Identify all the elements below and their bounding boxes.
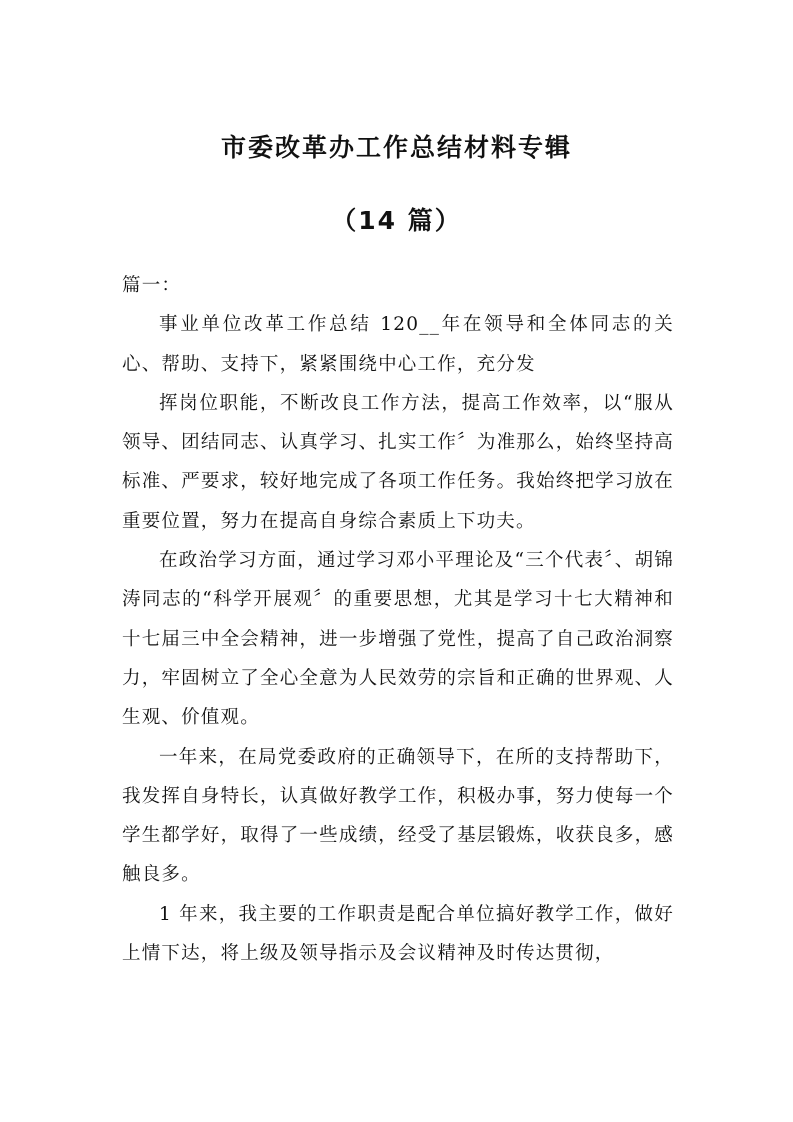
- paragraph-2: 挥岗位职能，不断改良工作方法，提高工作效率，以“服从领导、团结同志、认真学习、扎实工作〞为准那么，始终坚持高标准、严要求，较好地完成了各项工作任务。我始终把学习放在重要位置，努力在提高自身综合素质上下功夫。: [122, 392, 674, 532]
- section-label: 篇一：: [122, 275, 182, 296]
- paragraph-4: 一年来，在局党委政府的正确领导下，在所的支持帮助下，我发挥自身特长，认真做好教学工作，积极办事，努力使每一个学生都学好，取得了一些成绩，经受了基层锻炼，收获良多，感触良多。: [122, 746, 674, 886]
- paragraph-3: 在政治学习方面，通过学习邓小平理论及“三个代表〞、胡锦涛同志的“科学开展观〞的重要思想，尤其是学习十七大精神和十七届三中全会精神，进一步增强了党性，提高了自己政治洞察力，牢固树立了全心全意为人民效劳的宗旨和正确的世界观、人生观、价值观。: [122, 550, 674, 729]
- document-body: [122, 266, 674, 973]
- paragraph-1: 事业单位改革工作总结 120__年在领导和全体同志的关心、帮助、支持下，紧紧围绕中心工作，充分发: [122, 314, 674, 375]
- paragraph-5: 1 年来，我主要的工作职责是配合单位搞好教学工作，做好上情下达，将上级及领导指示及会议精神及时传达贯彻，: [122, 903, 674, 965]
- document-subtitle: （14 篇）: [331, 206, 462, 235]
- document-title: 市委改革办工作总结材料专辑: [220, 133, 572, 162]
